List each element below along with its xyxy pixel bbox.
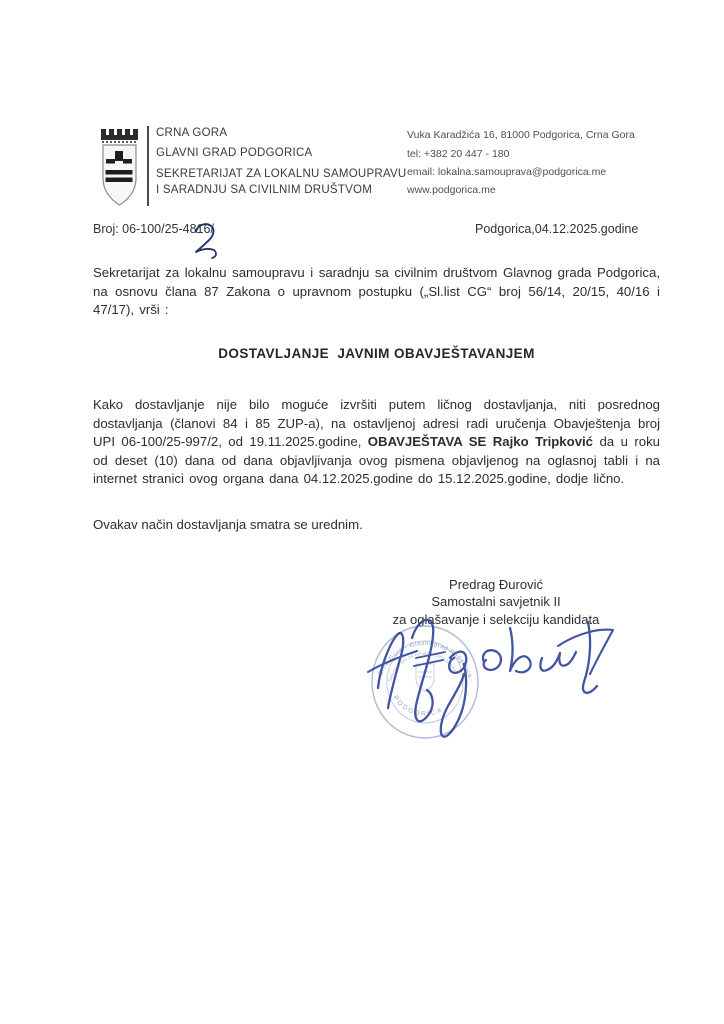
stamp-ring-inner-text: Sekretarijat za lokalnu samoupravu [387, 650, 460, 683]
main-paragraph-pre: Kako dostavljanje nije bilo moguće izvršiti putem ličnog dostavljanja, niti posrednog dostavljanja (članovi 84 i 85 ZUP-a), na ostavljenoj adresi radi uručenja Obavještenja broj UPI 06-100/25-997/2, od 19.11.2025.godine, [93, 397, 660, 449]
handwritten-copy-number [190, 221, 222, 259]
main-paragraph [93, 396, 660, 489]
contact-email: email: lokalna.samouprava@podgorica.me [407, 166, 607, 178]
reference-number: Broj: 06-100/25-4816/ [93, 222, 214, 236]
closing-paragraph: Ovakav način dostavljanja smatra se urednim. [93, 517, 363, 532]
org-dept-line1: SEKRETARIJAT ZA LOKALNU SAMOUPRAVU [156, 168, 407, 180]
letterhead-divider [147, 126, 149, 206]
document-title: DOSTAVLJANJE JAVNIM OBAVJEŠTAVANJEM [218, 346, 535, 361]
stamp-bottom-text: PODGORICA [391, 694, 445, 718]
stamp-and-signature [350, 606, 640, 756]
handwritten-signature [368, 620, 613, 737]
signatory-title: Samostalni savjetnik II [431, 594, 561, 610]
signatory-subtitle: za oglašavanje i selekciju kandidata [392, 611, 600, 627]
contact-phone: tel: +382 20 447 - 180 [407, 148, 510, 160]
main-paragraph-bold: OBAVJEŠTAVA SE Rajko Tripković [367, 434, 594, 449]
place-and-date: Podgorica,04.12.2025.godine [475, 222, 639, 236]
signatory-name: Predrag Đurović [449, 577, 543, 592]
contact-address: Vuka Karadžića 16, 81000 Podgorica, Crna Gora [407, 129, 635, 141]
org-dept-line2: I SARADNJU SA CIVILNIM DRUŠTVOM [156, 184, 373, 196]
stamp-ring-text: · Crna Gora · Glavni grad Podgorica · [375, 639, 475, 684]
org-city: GLAVNI GRAD PODGORICA [156, 147, 313, 159]
org-country: CRNA GORA [156, 127, 228, 139]
contact-website: www.podgorica.me [407, 184, 496, 196]
intro-paragraph: Sekretarijat za lokalnu samoupravu i saradnju sa civilnim društvom Glavnog grada Podgorica, na osnovu člana 87 Zakona o upravnom postupku („Sl.list CG“ broj 56/14, 20/15, 40/16 i 47/17), vrši : [93, 265, 660, 317]
main-paragraph-post: da u roku od deset (10) dana od dana objavljivanja ovog pismena objavljenog na oglasnoj tabli i na internet stranici ovog organa dana 04.12.2025.godine do 15.12.2025.godine, dodje lično. [93, 434, 660, 486]
coat-of-arms-icon [96, 126, 142, 208]
